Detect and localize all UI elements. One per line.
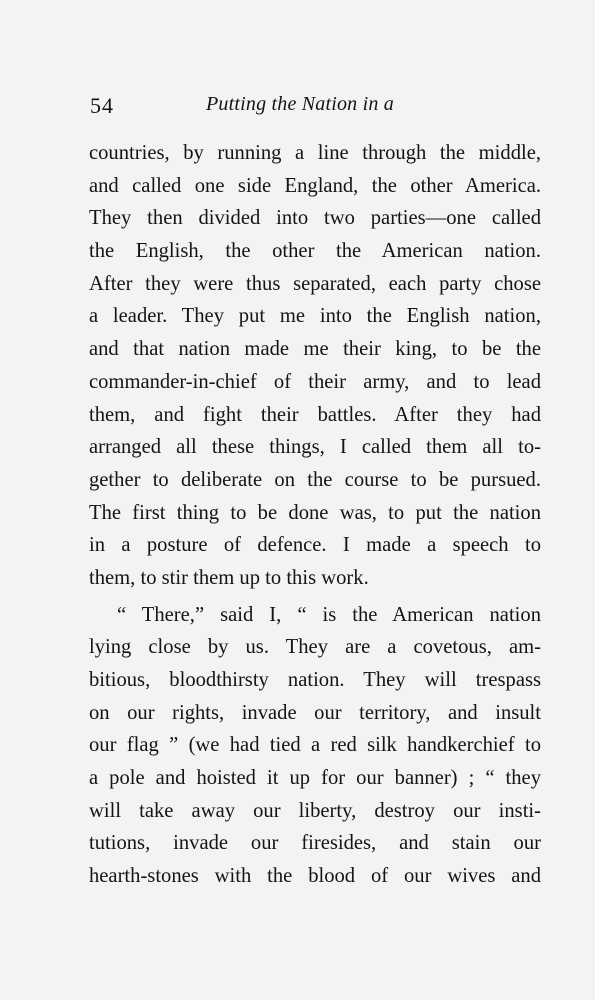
text-line: them, and fight their battles. After they had (89, 403, 541, 426)
text-line: lying close by us. They are a covetous, am- (89, 636, 541, 659)
text-line: the English, the other the American nation. (89, 240, 541, 263)
text-line: our flag ” (we had tied a red silk handkerchief to (89, 734, 541, 757)
text-line: on our rights, invade our territory, and insult (89, 701, 541, 724)
text-line: commander-in-chief of their army, and to lead (89, 370, 541, 393)
text-line: hearth-stones with the blood of our wives and (89, 865, 541, 888)
text-line: After they were thus separated, each party chose (89, 272, 541, 295)
text-line: countries, by running a line through the middle, (89, 142, 541, 164)
running-head: Putting the Nation in a (206, 93, 394, 115)
text-line: a leader. They put me into the English nation, (89, 305, 541, 328)
text-line: and called one side England, the other America. (89, 174, 541, 197)
text-line: a pole and hoisted it up for our banner) ; “ they (89, 767, 541, 790)
text-line: them, to stir them up to this work. (89, 566, 369, 589)
text-line: gether to deliberate on the course to be pursued. (89, 468, 541, 491)
text-line: in a posture of defence. I made a speech to (89, 534, 541, 557)
page-number: 54 (90, 93, 114, 118)
text-line: tutions, invade our firesides, and stain our (89, 832, 541, 855)
text-line: “ There,” said I, “ is the American nation (117, 603, 541, 626)
page-header (90, 93, 540, 123)
text-line: arranged all these things, I called them all to- (89, 436, 541, 459)
text-line: and that nation made me their king, to be the (89, 338, 541, 361)
text-line: The first thing to be done was, to put the nation (89, 501, 541, 524)
text-line: bitious, bloodthirsty nation. They will trespass (89, 669, 541, 691)
text-line: will take away our liberty, destroy our insti- (89, 799, 541, 822)
text-line: They then divided into two parties—one called (89, 207, 541, 230)
body-text (89, 137, 541, 893)
